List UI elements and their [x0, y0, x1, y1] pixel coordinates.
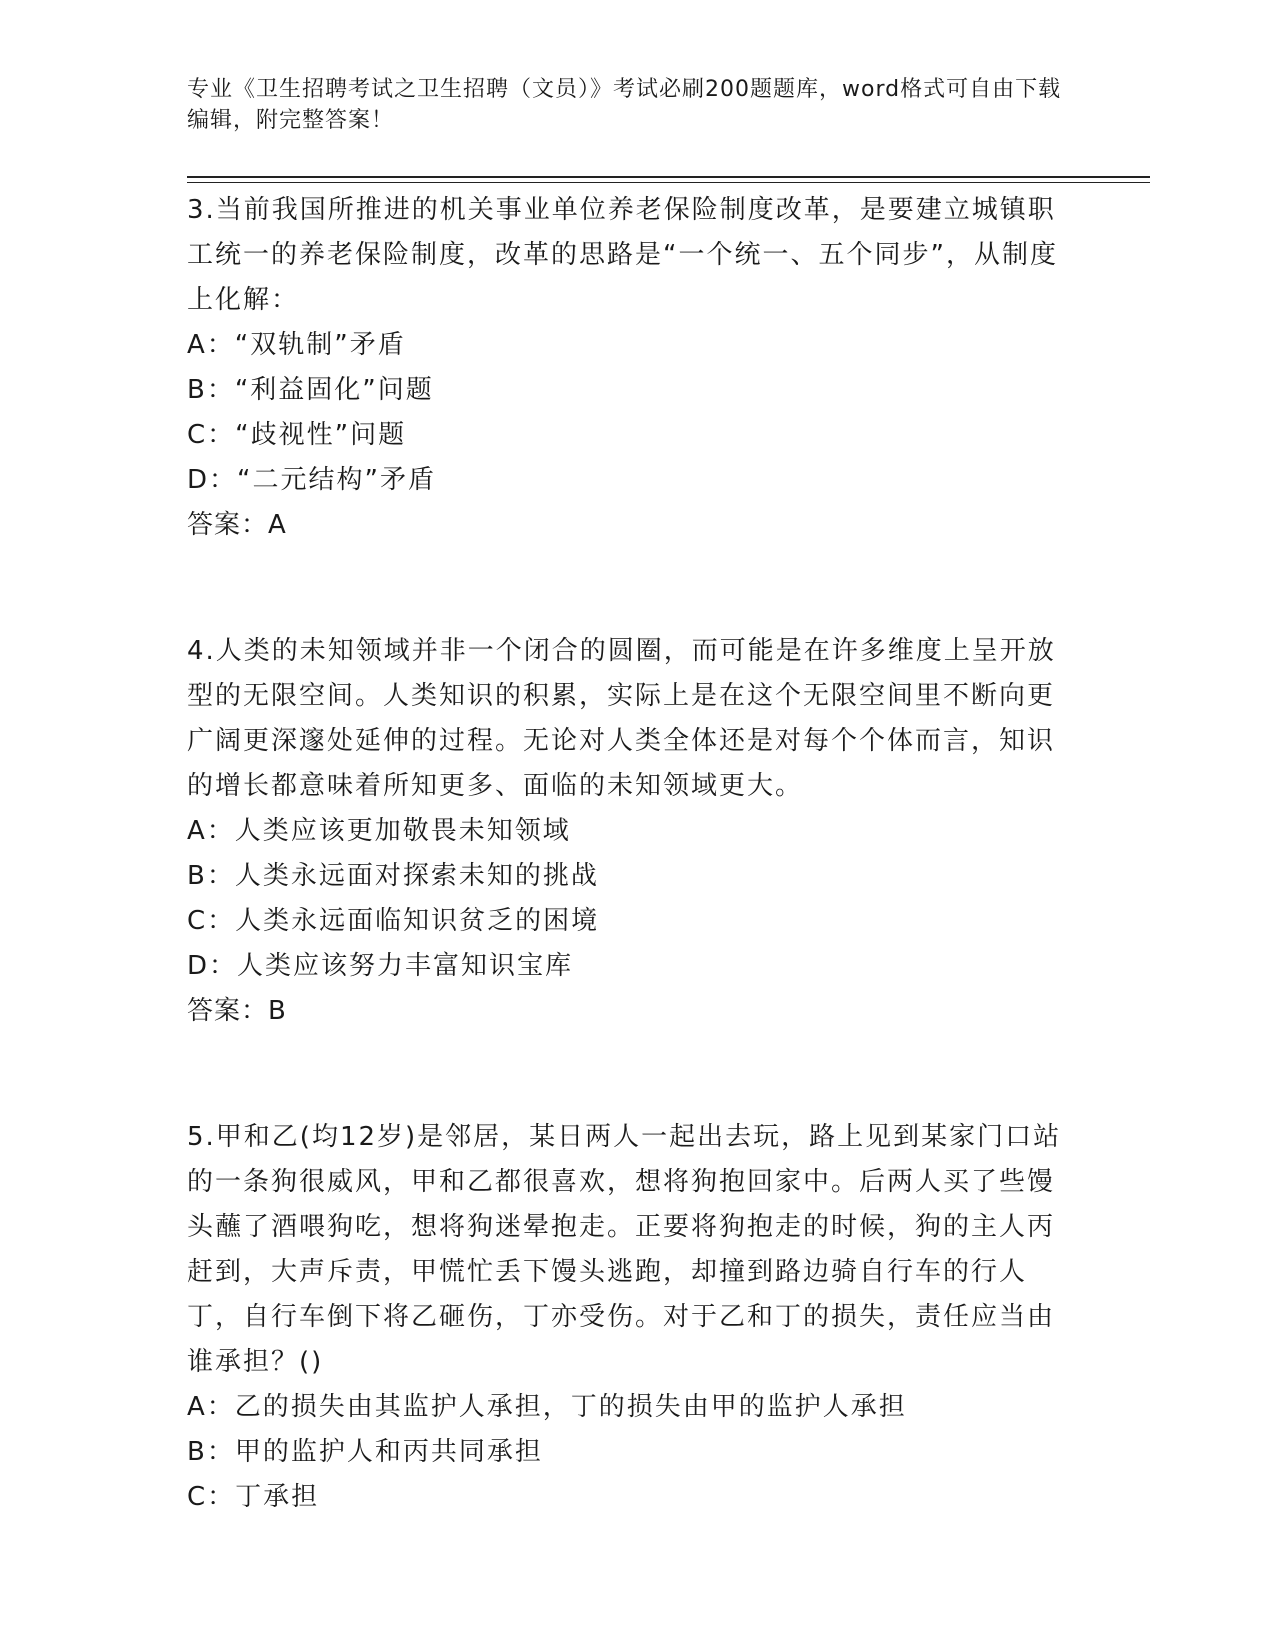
option-a: A：乙的损失由其监护人承担，丁的损失由甲的监护人承担 — [187, 1392, 907, 1422]
document-header: 专业《卫生招聘考试之卫生招聘（文员）》考试必刷200题题库，word格式可自由下载编辑，附完整答案！ — [187, 77, 1062, 133]
answer-label: 答案：A — [187, 510, 287, 540]
question-spacer — [187, 548, 1077, 629]
option-b: B：甲的监护人和丙共同承担 — [187, 1437, 543, 1467]
question-spacer — [187, 1034, 1077, 1115]
option-d: D：“二元结构”矛盾 — [187, 465, 436, 495]
option-d: D：人类应该努力丰富知识宝库 — [187, 951, 574, 981]
option-a: A：“双轨制”矛盾 — [187, 330, 406, 360]
question-5 — [187, 1115, 1077, 1520]
option-c: C：人类永远面临知识贫乏的困境 — [187, 906, 600, 936]
option-c: C：丁承担 — [187, 1482, 320, 1512]
question-text: 5.甲和乙(均12岁)是邻居，某日两人一起出去玩，路上见到某家门口站的一条狗很威风，甲和乙都很喜欢，想将狗抱回家中。后两人买了些馒头蘸了酒喂狗吃，想将狗迷晕抱走。正要将狗抱走的时候，狗的主人丙赶到，大声斥责，甲慌忙丢下馒头逃跑，却撞到路边骑自行车的行人丁，自行车倒下将乙砸伤，丁亦受伤。对于乙和丁的损失，责任应当由谁承担？() — [187, 1122, 1062, 1377]
option-c: C：“歧视性”问题 — [187, 420, 407, 450]
option-b: B：人类永远面对探索未知的挑战 — [187, 861, 599, 891]
question-list — [187, 188, 1077, 1520]
answer-label: 答案：B — [187, 996, 287, 1026]
question-3 — [187, 188, 1077, 548]
header-divider-thin — [187, 182, 1150, 183]
question-4 — [187, 629, 1077, 1034]
option-b: B：“利益固化”问题 — [187, 375, 434, 405]
header-divider-thick — [187, 176, 1150, 178]
question-text: 3.当前我国所推进的机关事业单位养老保险制度改革，是要建立城镇职工统一的养老保险制度，改革的思路是“一个统一、五个同步”，从制度上化解： — [187, 195, 1058, 315]
question-text: 4.人类的未知领域并非一个闭合的圆圈，而可能是在许多维度上呈开放型的无限空间。人类知识的积累，实际上是在这个无限空间里不断向更广阔更深邃处延伸的过程。无论对人类全体还是对每个个体而言，知识的增长都意味着所知更多、面临的未知领域更大。 — [187, 636, 1056, 801]
option-a: A：人类应该更加敬畏未知领域 — [187, 816, 571, 846]
